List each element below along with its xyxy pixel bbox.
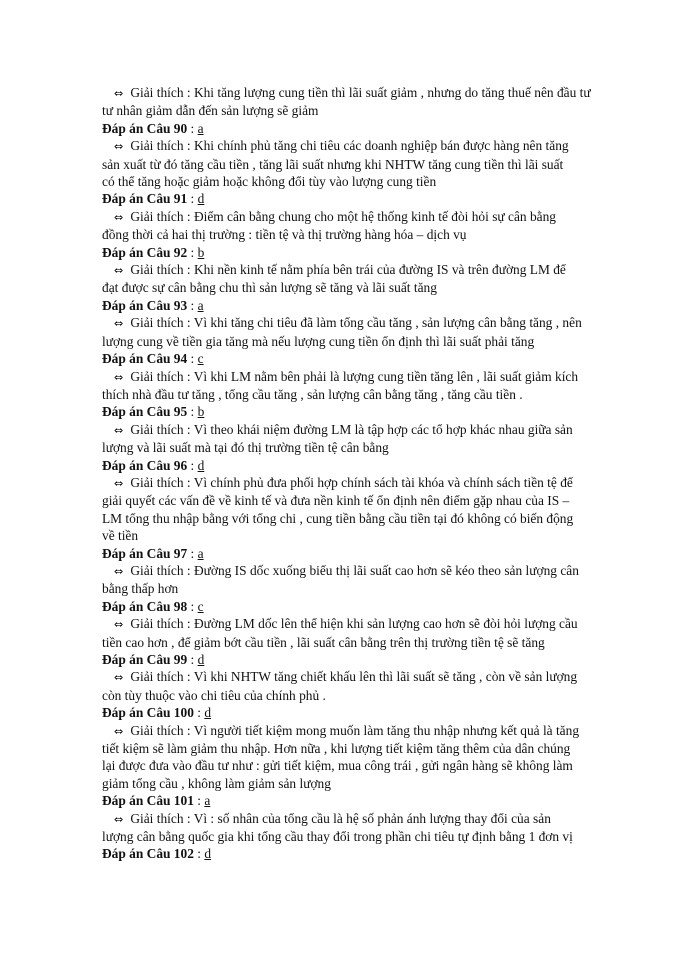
answer-label: Đáp án Câu 94 bbox=[102, 351, 188, 367]
answer-key: c bbox=[197, 598, 204, 614]
explanation-text: tiền cao hơn , để giảm bớt cầu tiền , lãi suất cân bằng trên thị trường tiền tệ sẽ tăng bbox=[102, 634, 545, 650]
explanation-text: đồng thời cả hai thị trường : tiền tệ và thị trường hàng hóa – dịch vụ bbox=[102, 227, 467, 243]
answer-separator: : bbox=[187, 120, 198, 136]
answer-separator: : bbox=[187, 652, 198, 667]
explanation-line bbox=[102, 474, 602, 492]
double-arrow-icon: ⇔ bbox=[114, 264, 124, 278]
explanation-text: Giải thích : Vì khi tăng chi tiêu đã làm tổng cầu tăng , sản lượng cân bằng tăng , nên bbox=[127, 315, 582, 331]
explanation-text: sản xuất từ đó tăng cầu tiền , tăng lãi suất nhưng khi NHTW tăng cung tiền thì lãi suất bbox=[102, 156, 564, 172]
answer-separator: : bbox=[193, 793, 205, 809]
answer-heading bbox=[102, 244, 602, 261]
answer-block bbox=[102, 120, 602, 191]
explanation-text: Giải thích : Đường LM dốc lên thể hiện khi sản lượng cao hơn sẽ đòi hỏi lượng cầu bbox=[127, 616, 578, 632]
explanation-text: giải quyết các vấn đề về kinh tế và đưa nền kinh tế ổn định nên điểm gặp nhau của IS – bbox=[102, 493, 570, 509]
answer-label: Đáp án Câu 102 bbox=[102, 846, 194, 862]
answer-heading bbox=[102, 120, 602, 137]
explanation-text: giảm tổng cầu , không làm giảm sản lượng bbox=[102, 775, 331, 791]
explanation-line bbox=[102, 261, 602, 279]
answer-label: Đáp án Câu 93 bbox=[102, 297, 188, 313]
answer-heading bbox=[102, 403, 602, 420]
answer-label: Đáp án Câu 90 bbox=[102, 120, 188, 136]
explanation-text: Giải thích : Khi chính phủ tăng chi tiêu các doanh nghiệp bán được hàng nên tăng bbox=[127, 138, 569, 154]
answer-separator: : bbox=[187, 351, 198, 367]
explanation-text: thích nhà đầu tư tăng , tổng cầu tăng , sản lượng cân bằng tăng , tăng cầu tiền . bbox=[102, 386, 523, 402]
explanation-text: lại được đưa vào đầu tư như : gửi tiết kiệm, mua công trái , gửi ngân hàng sẽ không làm bbox=[102, 758, 573, 774]
answer-key: a bbox=[197, 545, 204, 561]
explanation-line bbox=[102, 421, 602, 439]
explanation-text: Giải thích : Đường IS dốc xuống biểu thị lãi suất cao hơn sẽ kéo theo sản lượng cân bbox=[127, 562, 579, 578]
answer-label: Đáp án Câu 96 bbox=[102, 457, 188, 473]
double-arrow-icon: ⇔ bbox=[114, 671, 124, 685]
answer-key: d bbox=[197, 457, 205, 473]
answer-label: Đáp án Câu 101 bbox=[102, 793, 194, 809]
explanation-line bbox=[102, 314, 602, 332]
answer-block bbox=[102, 704, 602, 792]
explanation-line bbox=[102, 156, 602, 173]
double-arrow-icon: ⇔ bbox=[114, 140, 124, 154]
explanation-line bbox=[102, 562, 602, 580]
answer-label: Đáp án Câu 97 bbox=[102, 545, 188, 561]
answer-label: Đáp án Câu 98 bbox=[102, 598, 188, 614]
explanation-text: LM tổng thu nhập bằng với tổng chi , cung tiền bằng cầu tiền tại đó không có biến động bbox=[102, 510, 574, 526]
explanation-line bbox=[102, 615, 602, 633]
answer-heading bbox=[102, 845, 602, 862]
answer-key: d bbox=[197, 652, 205, 667]
double-arrow-icon: ⇔ bbox=[114, 370, 124, 384]
answer-key: a bbox=[204, 793, 211, 809]
answer-block bbox=[102, 403, 602, 456]
double-arrow-icon: ⇔ bbox=[114, 564, 124, 578]
explanation-text: về tiền bbox=[102, 528, 139, 544]
answer-block bbox=[102, 845, 602, 862]
explanation-line bbox=[102, 173, 602, 190]
double-arrow-icon: ⇔ bbox=[114, 423, 124, 437]
answer-block bbox=[102, 545, 602, 598]
explanation-line bbox=[102, 137, 602, 155]
answer-block bbox=[102, 598, 602, 651]
explanation-line bbox=[102, 386, 602, 403]
answer-block bbox=[102, 244, 602, 297]
answer-separator: : bbox=[187, 598, 198, 614]
explanation-line bbox=[102, 102, 602, 119]
explanation-line bbox=[102, 668, 602, 686]
explanation-text: bằng thấp hơn bbox=[102, 581, 179, 597]
explanation-line bbox=[102, 580, 602, 597]
answer-heading bbox=[102, 297, 602, 314]
explanation-text: Giải thích : Vì người tiết kiệm mong muốn làm tăng thu nhập nhưng kết quả là tăng bbox=[127, 722, 580, 738]
double-arrow-icon: ⇔ bbox=[114, 724, 124, 738]
explanation-line bbox=[102, 368, 602, 386]
explanation-line bbox=[102, 84, 602, 102]
explanation-line bbox=[102, 828, 602, 845]
answer-block bbox=[102, 792, 602, 845]
answer-key: d bbox=[204, 846, 212, 862]
explanation-line bbox=[102, 722, 602, 740]
double-arrow-icon: ⇔ bbox=[114, 87, 124, 100]
explanation-text: lượng cân bằng quốc gia khi tổng cầu thay đổi trong phần chi tiêu tự định bằng 1 đơn vị bbox=[102, 829, 573, 845]
intro-explanation bbox=[102, 84, 602, 120]
answer-separator: : bbox=[187, 191, 198, 207]
answer-separator: : bbox=[187, 404, 198, 420]
explanation-text: Giải thích : Khi tăng lượng cung tiền thì lãi suất giảm , nhưng do tăng thuế nên đầu tư bbox=[127, 85, 591, 100]
explanation-line bbox=[102, 333, 602, 350]
answer-block bbox=[102, 457, 602, 545]
answer-separator: : bbox=[187, 545, 198, 561]
explanation-text: có thể tăng hoặc giảm hoặc không đổi tùy vào lượng cung tiền bbox=[102, 174, 437, 190]
answer-label: Đáp án Câu 95 bbox=[102, 404, 188, 420]
answer-key: b bbox=[197, 244, 205, 260]
explanation-line bbox=[102, 527, 602, 544]
answer-block bbox=[102, 190, 602, 243]
double-arrow-icon: ⇔ bbox=[114, 317, 124, 331]
answer-key: a bbox=[197, 297, 204, 313]
explanation-line bbox=[102, 492, 602, 509]
explanation-text: tiết kiệm sẽ làm giảm thu nhập. Hơn nữa , khi lượng tiết kiệm tăng thêm của dân chúng bbox=[102, 741, 571, 757]
answer-key: c bbox=[197, 351, 204, 367]
explanation-text: Giải thích : Vì khi LM nằm bên phải là lượng cung tiền tăng lên , lãi suất giảm kích bbox=[127, 368, 579, 384]
explanation-text: đạt được sự cân bằng chu thì sản lượng sẽ tăng và lãi suất tăng bbox=[102, 280, 437, 296]
double-arrow-icon: ⇔ bbox=[114, 812, 124, 826]
answer-key: d bbox=[197, 191, 205, 207]
answer-label: Đáp án Câu 99 bbox=[102, 652, 188, 667]
explanation-line bbox=[102, 757, 602, 774]
explanation-text: Giải thích : Khi nền kinh tế nằm phía bên trái của đường IS và trên đường LM để bbox=[127, 262, 566, 278]
explanation-line bbox=[102, 279, 602, 296]
explanation-line bbox=[102, 687, 602, 704]
answer-heading bbox=[102, 457, 602, 474]
explanation-line bbox=[102, 810, 602, 828]
answer-heading bbox=[102, 651, 602, 668]
explanation-text: Giải thích : Vì khi NHTW tăng chiết khấu lên thì lãi suất sẽ tăng , còn về sản lượng bbox=[127, 669, 578, 685]
answer-block bbox=[102, 297, 602, 350]
answer-label: Đáp án Câu 91 bbox=[102, 191, 188, 207]
answer-key: b bbox=[197, 404, 205, 420]
answer-key: a bbox=[197, 120, 204, 136]
answer-heading bbox=[102, 190, 602, 207]
answer-heading bbox=[102, 598, 602, 615]
explanation-text: Giải thích : Vì chính phủ đưa phối hợp chính sách tài khóa và chính sách tiền tệ để bbox=[127, 474, 573, 490]
explanation-line bbox=[102, 510, 602, 527]
explanation-text: Giải thích : Vì theo khái niệm đường LM là tập hợp các tổ hợp khác nhau giữa sản bbox=[127, 421, 573, 437]
explanation-text: lượng cung về tiền gia tăng mà nếu lượng cung tiền ổn định thì lãi suất phải tăng bbox=[102, 333, 535, 349]
explanation-line bbox=[102, 439, 602, 456]
explanation-line bbox=[102, 208, 602, 226]
answer-separator: : bbox=[193, 705, 205, 721]
explanation-line bbox=[102, 775, 602, 792]
document-page bbox=[102, 84, 602, 863]
explanation-text: lượng và lãi suất mà tại đó thị trường tiền tệ cân bằng bbox=[102, 440, 389, 456]
explanation-text: Giải thích : Điểm cân bằng chung cho một hệ thống kinh tế đòi hỏi sự cân bằng bbox=[127, 208, 556, 224]
answer-label: Đáp án Câu 100 bbox=[102, 705, 194, 721]
explanation-line bbox=[102, 740, 602, 757]
answer-key: d bbox=[204, 705, 212, 721]
answer-heading bbox=[102, 792, 602, 809]
explanation-line bbox=[102, 634, 602, 651]
explanation-line bbox=[102, 226, 602, 243]
answer-separator: : bbox=[187, 297, 198, 313]
explanation-text: tư nhân giảm dẫn đến sản lượng sẽ giảm bbox=[102, 103, 319, 119]
answer-block bbox=[102, 651, 602, 704]
explanation-text: còn tùy thuộc vào chi tiêu của chính phủ . bbox=[102, 687, 326, 703]
answer-label: Đáp án Câu 92 bbox=[102, 244, 188, 260]
answer-separator: : bbox=[187, 244, 198, 260]
answer-separator: : bbox=[187, 457, 198, 473]
answer-separator: : bbox=[193, 846, 205, 862]
answer-heading bbox=[102, 704, 602, 721]
double-arrow-icon: ⇔ bbox=[114, 476, 124, 490]
double-arrow-icon: ⇔ bbox=[114, 210, 124, 224]
answer-heading bbox=[102, 350, 602, 367]
double-arrow-icon: ⇔ bbox=[114, 618, 124, 632]
explanation-text: Giải thích : Vì : số nhân của tổng cầu là hệ số phản ánh lượng thay đổi của sản bbox=[127, 810, 551, 826]
answer-heading bbox=[102, 545, 602, 562]
answer-block bbox=[102, 350, 602, 403]
answer-list bbox=[102, 120, 602, 863]
